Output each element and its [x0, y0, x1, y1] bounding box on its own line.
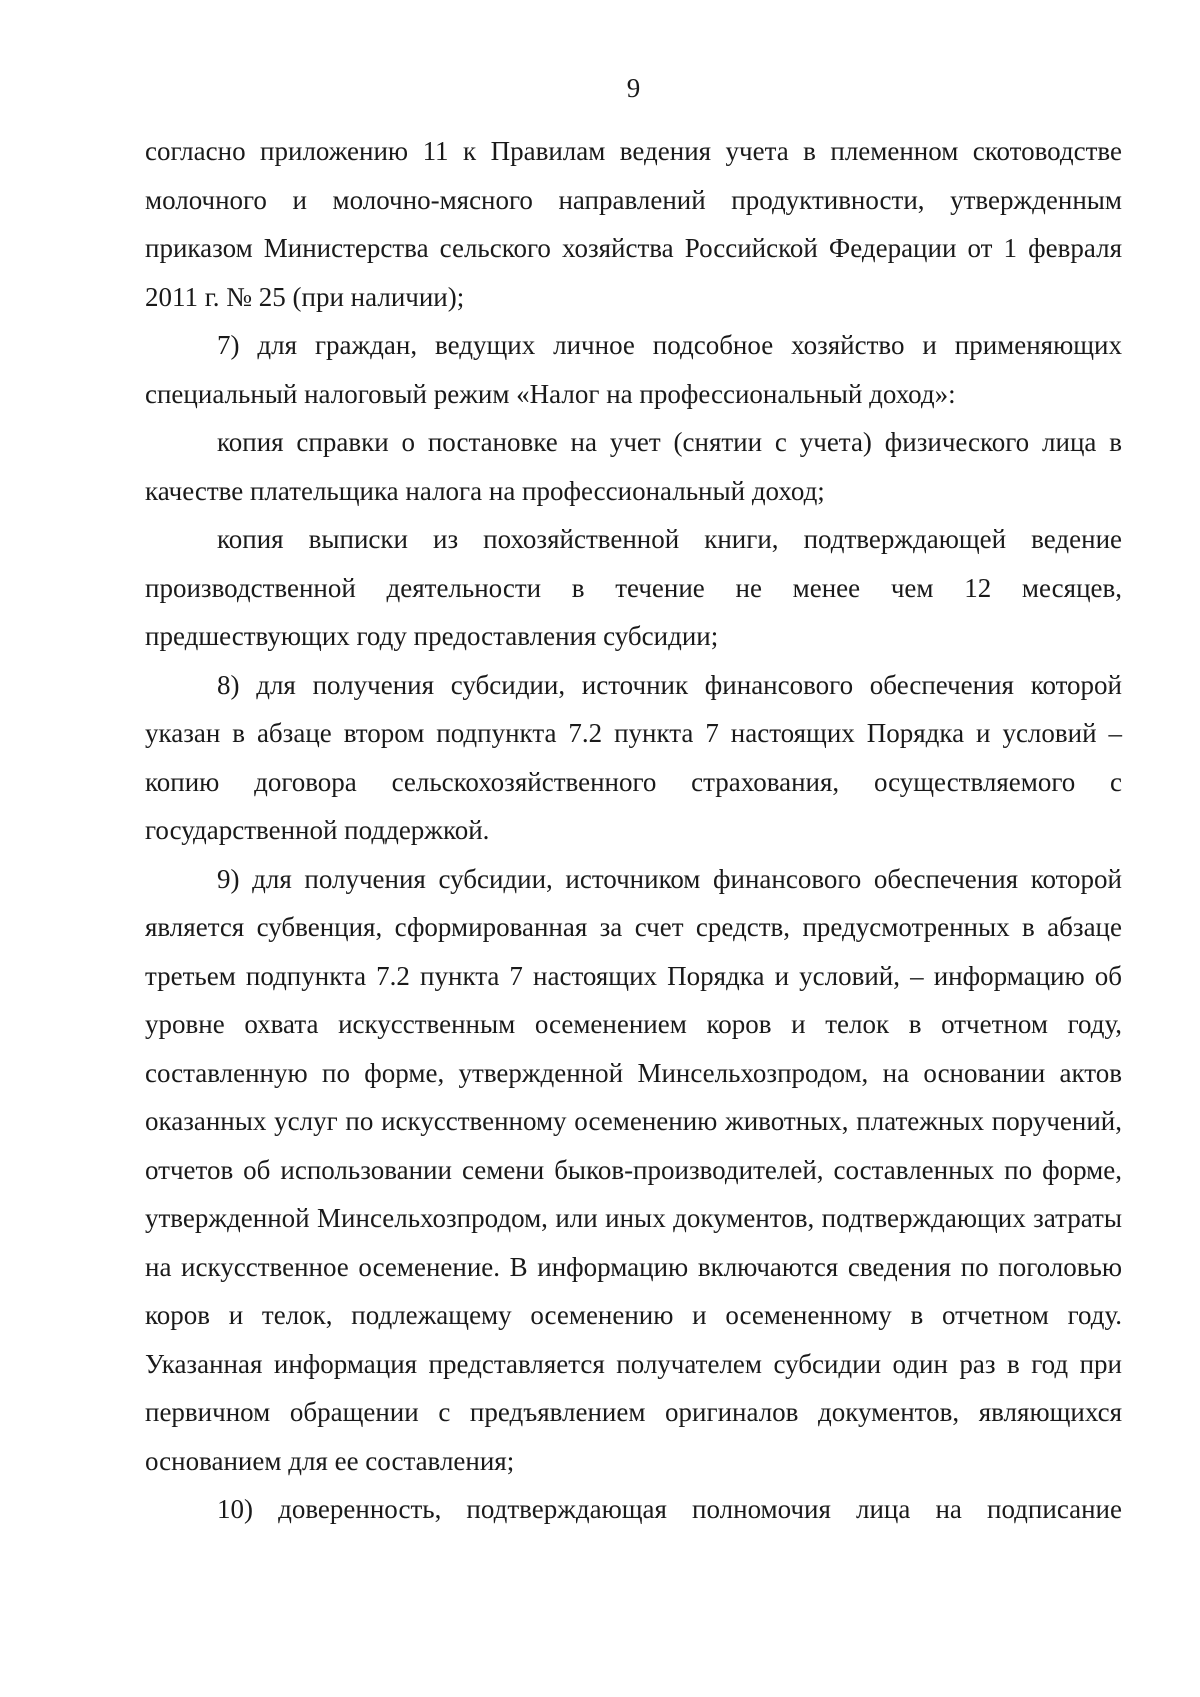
paragraph-item-10: 10) доверенность, подтверждающая полномочия лица на подписание: [217, 1494, 1122, 1524]
paragraph-item-7-certificate: копия справки о постановке на учет (снятии с учета) физического лица в качестве плательщика налога на профессиональный доход;: [145, 427, 1122, 506]
document-body: [145, 127, 1122, 1534]
paragraph-item-8: 8) для получения субсидии, источник финансового обеспечения которой указан в абзаце втором подпункта 7.2 пункта 7 настоящих Порядка и условий – копию договора сельскохозяйственного страхования, осуществляемого с государственной поддержкой.: [145, 669, 1122, 845]
page-number: 9: [626, 73, 641, 103]
paragraph-item-9: 9) для получения субсидии, источником финансового обеспечения которой является субвенция, сформированная за счет средств, предусмотренных в абзаце третьем подпункта 7.2 пункта 7 настоящих Порядка и условий, – информацию об уровне охвата искусственным осеменением коров и телок в отчетном году, составленную по форме, утвержденной Минсельхозпродом, на основании актов оказанных услуг по искусственному осеменению животных, платежных поручений, отчетов об использовании семени быков-производителей, составленных по форме, утвержденной Минсельхозпродом, или иных документов, подтверждающих затраты на искусственное осеменение. В информацию включаются сведения по поголовью коров и телок, подлежащему осеменению и осемененному в отчетном году. Указанная информация представляется получателем субсидии один раз в год при первичном обращении с предъявлением оригиналов документов, являющихся основанием для ее составления;: [145, 863, 1122, 1476]
paragraph-continuation: согласно приложению 11 к Правилам ведения учета в племенном скотоводстве молочного и молочно-мясного направлений продуктивности, утвержденным приказом Министерства сельского хозяйства Российской Федерации от 1 февраля 2011 г. № 25 (при наличии);: [145, 136, 1122, 312]
paragraph-item-7: 7) для граждан, ведущих личное подсобное хозяйство и применяющих специальный налоговый режим «Налог на профессиональный доход»:: [145, 330, 1122, 409]
paragraph-item-7-extract: копия выписки из похозяйственной книги, подтверждающей ведение производственной деятельности в течение не менее чем 12 месяцев, предшествующих году предоставления субсидии;: [145, 524, 1122, 651]
